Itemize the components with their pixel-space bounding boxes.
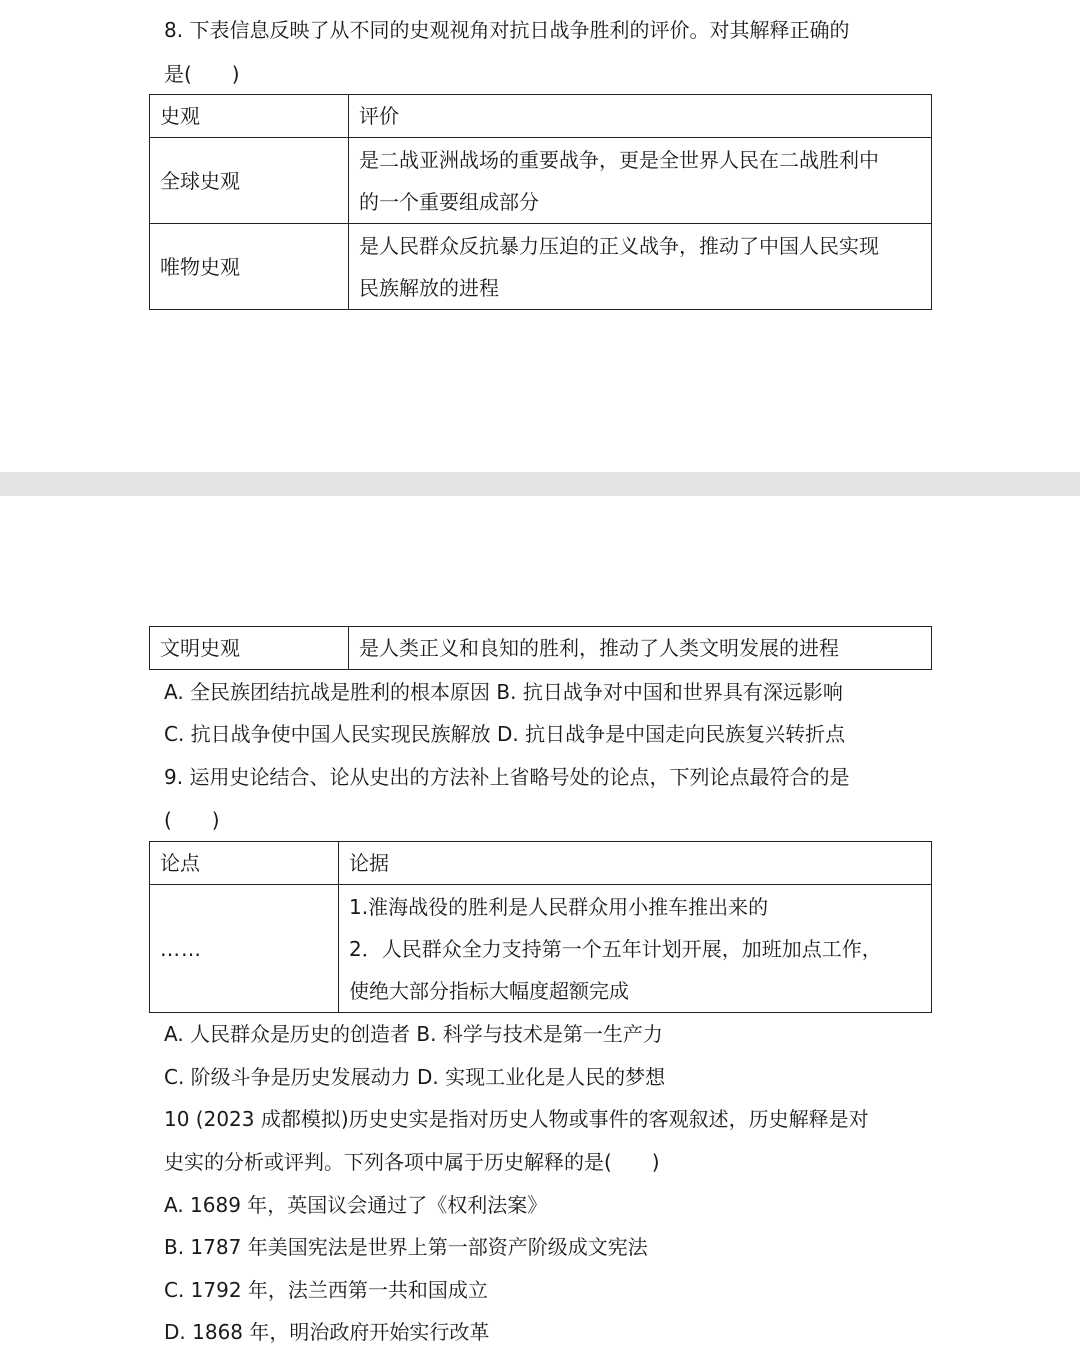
- q8-stem-line2: 是( ): [164, 62, 240, 86]
- q9-viewpoint-cell: ……: [150, 885, 339, 1013]
- q10-stem-line1: 10 (2023 成都模拟)历史史实是指对历史人物或事件的客观叙述，历史解释是对: [164, 1107, 869, 1131]
- q8-row2-view: 唯物史观: [150, 224, 349, 310]
- q8-stem-line1: 8. 下表信息反映了从不同的史观视角对抗日战争胜利的评价。对其解释正确的: [164, 18, 850, 42]
- q8-row3-eval: 是人类正义和良知的胜利，推动了人类文明发展的进程: [349, 627, 932, 670]
- page-gap: [0, 472, 1080, 496]
- q8-row2-eval-line1: 是人民群众反抗暴力压迫的正义战争，推动了中国人民实现: [359, 233, 879, 258]
- q8-row1-eval-line1: 是二战亚洲战场的重要战争，更是全世界人民在二战胜利中: [359, 147, 879, 172]
- q9-header-viewpoint: 论点: [150, 842, 339, 885]
- q8-row1-eval-line2: 的一个重要组成部分: [359, 189, 539, 214]
- q8-header-view: 史观: [150, 95, 349, 138]
- q8-table-continued: [149, 626, 932, 670]
- q8-options-line2: C. 抗日战争使中国人民实现民族解放 D. 抗日战争是中国走向民族复兴转折点: [164, 722, 846, 746]
- q9-stem-line2: ( ): [164, 808, 220, 832]
- q9-table: [149, 841, 932, 1013]
- q8-table: [149, 94, 932, 310]
- q10-option-a: A. 1689 年，英国议会通过了《权利法案》: [164, 1193, 548, 1217]
- q10-option-b: B. 1787 年美国宪法是世界上第一部资产阶级成文宪法: [164, 1235, 648, 1259]
- q10-option-c: C. 1792 年，法兰西第一共和国成立: [164, 1278, 488, 1302]
- q10-stem-line2: 史实的分析或评判。下列各项中属于历史解释的是( ): [164, 1150, 660, 1174]
- q8-header-eval: 评价: [349, 95, 932, 138]
- q9-stem-line1: 9. 运用史论结合、论从史出的方法补上省略号处的论点，下列论点最符合的是: [164, 765, 850, 789]
- q9-evidence-cell: [339, 885, 932, 1013]
- q8-row2-eval: [349, 224, 932, 310]
- q9-evidence-line1: 1.淮海战役的胜利是人民群众用小推车推出来的: [349, 894, 769, 919]
- q8-row1-view: 全球史观: [150, 138, 349, 224]
- q9-evidence-line3: 使绝大部分指标大幅度超额完成: [349, 978, 629, 1003]
- q9-header-evidence: 论据: [339, 842, 932, 885]
- q8-row3-view: 文明史观: [150, 627, 349, 670]
- q9-evidence-line2: 2．人民群众全力支持第一个五年计划开展，加班加点工作，: [349, 936, 882, 961]
- q8-options-line1: A. 全民族团结抗战是胜利的根本原因 B. 抗日战争对中国和世界具有深远影响: [164, 680, 843, 704]
- q9-options-line1: A. 人民群众是历史的创造者 B. 科学与技术是第一生产力: [164, 1022, 663, 1046]
- q10-option-d: D. 1868 年，明治政府开始实行改革: [164, 1320, 490, 1344]
- q8-row1-eval: [349, 138, 932, 224]
- q8-row2-eval-line2: 民族解放的进程: [359, 275, 499, 300]
- q9-options-line2: C. 阶级斗争是历史发展动力 D. 实现工业化是人民的梦想: [164, 1065, 666, 1089]
